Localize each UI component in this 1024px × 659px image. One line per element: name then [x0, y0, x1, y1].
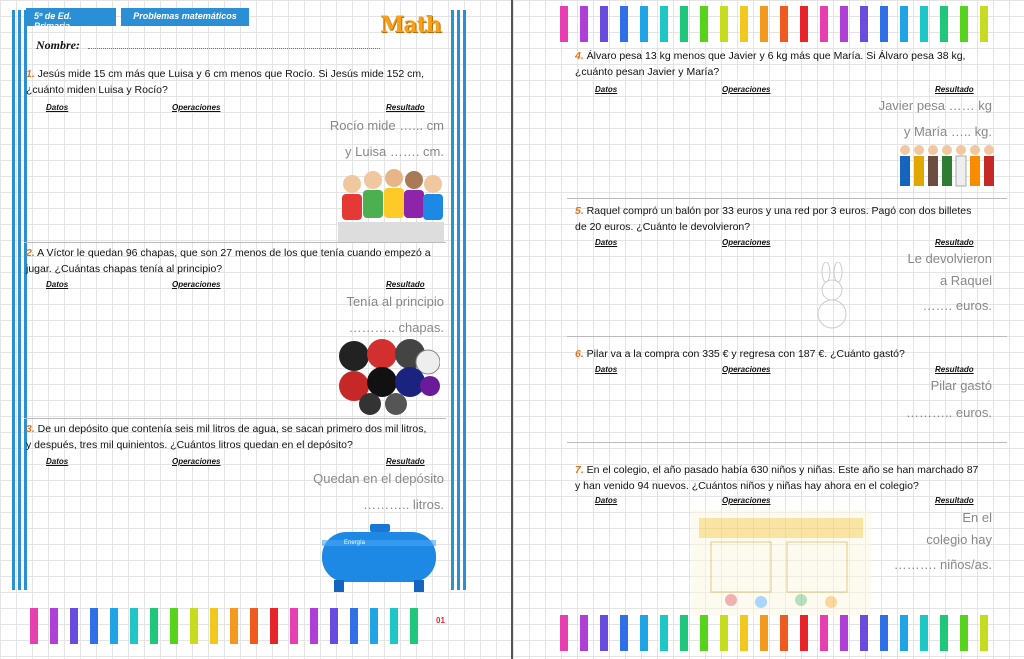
answer-4a: Javier pesa …… kg: [878, 98, 992, 113]
separator: [567, 442, 1007, 443]
col-datos: Datos: [46, 103, 69, 112]
col-resultado: Resultado: [935, 496, 974, 505]
rainbow-stripe: [800, 615, 808, 651]
rainbow-stripe: [70, 608, 78, 644]
rainbow-stripe: [880, 615, 888, 651]
rainbow-stripe: [700, 6, 708, 42]
rainbow-stripe: [560, 6, 568, 42]
col-datos: Datos: [46, 280, 69, 289]
worksheet-page-right: [513, 0, 1024, 659]
answer-2b: ……….. chapas.: [348, 320, 444, 335]
rainbow-stripe: [560, 615, 568, 651]
rabbit-ball-image: [808, 262, 858, 332]
rainbow-stripe: [960, 6, 968, 42]
rainbow-stripe: [920, 6, 928, 42]
rainbow-stripe: [130, 608, 138, 644]
answer-7a: En el: [962, 510, 992, 525]
rainbow-stripe: [210, 608, 218, 644]
name-field[interactable]: [88, 48, 380, 49]
col-datos: Datos: [595, 238, 618, 247]
col-operaciones: Operaciones: [722, 496, 771, 505]
rainbow-stripe: [620, 615, 628, 651]
separator: [567, 336, 1007, 337]
rainbow-stripe: [640, 615, 648, 651]
rainbow-stripe: [230, 608, 238, 644]
answer-5b: a Raquel: [939, 273, 992, 288]
rainbow-stripe: [780, 615, 788, 651]
rainbow-stripe: [680, 615, 688, 651]
separator: [24, 418, 446, 419]
col-resultado: Resultado: [386, 457, 425, 466]
rainbow-stripe: [740, 615, 748, 651]
rainbow-stripe: [880, 6, 888, 42]
rainbow-stripe: [370, 608, 378, 644]
col-operaciones: Operaciones: [722, 85, 771, 94]
col-operaciones: Operaciones: [722, 238, 771, 247]
rainbow-stripe: [820, 615, 828, 651]
col-resultado: Resultado: [386, 280, 425, 289]
rainbow-stripe: [680, 6, 688, 42]
rainbow-stripe: [580, 615, 588, 651]
col-resultado: Resultado: [935, 365, 974, 374]
rainbow-stripe: [390, 608, 398, 644]
rainbow-stripe: [740, 6, 748, 42]
rainbow-stripe: [840, 615, 848, 651]
rainbow-stripe: [900, 615, 908, 651]
rainbow-stripe: [720, 6, 728, 42]
rainbow-stripe: [290, 608, 298, 644]
problem-2-text: 2. A Víctor le quedan 96 chapas, que son 27 menos de los que tenía cuando empezó a jugar. ¿Cuántas chapas tenía al principio?: [26, 247, 431, 275]
col-datos: Datos: [595, 85, 618, 94]
col-datos: Datos: [46, 457, 69, 466]
rainbow-stripe: [760, 615, 768, 651]
problem-1-text: 1. Jesús mide 15 cm más que Luisa y 6 cm menos que Rocío. Si Jesús mide 152 cm, ¿cuánto miden Luisa y Rocío?: [26, 68, 425, 96]
problem-6-text: 6. Pilar va a la compra con 335 € y regresa con 187 €. ¿Cuánto gastó?: [575, 348, 905, 360]
rainbow-stripe: [940, 615, 948, 651]
right-margin-stripes: [451, 10, 466, 590]
answer-2a: Tenía al principio: [346, 294, 444, 309]
tank-label: Energía: [344, 540, 366, 546]
answer-4b: y María ….. kg.: [903, 124, 992, 139]
page-number: 01: [436, 616, 445, 625]
answer-7b: colegio hay: [926, 532, 992, 547]
subject-label: Problemas matemáticos: [121, 8, 249, 26]
answer-6a: Pilar gastó: [930, 378, 992, 393]
answer-1a: Rocío mide …... cm: [329, 118, 444, 133]
rainbow-stripe: [620, 6, 628, 42]
col-operaciones: Operaciones: [722, 365, 771, 374]
rainbow-stripe: [270, 608, 278, 644]
rainbow-stripe: [860, 6, 868, 42]
rainbow-stripe: [600, 6, 608, 42]
grade-label: 5º de Ed. Primaria: [26, 8, 116, 26]
rainbow-stripe: [110, 608, 118, 644]
rainbow-stripe: [150, 608, 158, 644]
problem-5-text: 5. Raquel compró un balón por 33 euros y una red por 3 euros. Pagó con dos billetes de 20 euros. ¿Cuánto le devolvieron?: [575, 205, 972, 233]
bottle-caps-image: [336, 338, 440, 416]
rainbow-stripe: [580, 6, 588, 42]
rainbow-stripes-bottom-right: [560, 615, 988, 651]
rainbow-stripe: [310, 608, 318, 644]
rainbow-stripe: [660, 615, 668, 651]
col-datos: Datos: [595, 496, 618, 505]
rainbow-stripe: [720, 615, 728, 651]
answer-5c: ……. euros.: [922, 298, 992, 313]
problem-4-text: 4. Álvaro pesa 13 kg menos que Javier y 6 kg más que María. Si Álvaro pesa 38 kg, ¿cuánto pesan Javier y María?: [575, 50, 966, 78]
problem-7-text: 7. En el colegio, el año pasado había 630 niños y niñas. Este año se han marchado 87 y han venido 94 nuevos. ¿Cuántos niños y niñas hay ahora en el colegio?: [575, 464, 979, 492]
rainbow-stripe: [30, 608, 38, 644]
answer-1b: y Luisa ……. cm.: [345, 144, 444, 159]
col-resultado: Resultado: [935, 85, 974, 94]
rainbow-stripe: [780, 6, 788, 42]
rainbow-stripe: [920, 615, 928, 651]
rainbow-stripe: [170, 608, 178, 644]
rainbow-stripe: [860, 615, 868, 651]
rainbow-stripe: [980, 6, 988, 42]
children-image: [338, 164, 444, 242]
rainbow-stripes-bottom-left: [30, 608, 418, 644]
name-label: Nombre:: [36, 38, 80, 52]
answer-6b: ……….. euros.: [906, 405, 992, 420]
col-resultado: Resultado: [386, 103, 425, 112]
water-tank-image: [316, 522, 442, 594]
rainbow-stripe: [90, 608, 98, 644]
answer-3b: ……….. litros.: [363, 497, 444, 512]
rainbow-stripe: [800, 6, 808, 42]
rainbow-stripe: [50, 608, 58, 644]
col-datos: Datos: [595, 365, 618, 374]
rainbow-stripe: [980, 615, 988, 651]
rainbow-stripe: [940, 6, 948, 42]
rainbow-stripe: [190, 608, 198, 644]
rainbow-stripe: [760, 6, 768, 42]
rainbow-stripe: [410, 608, 418, 644]
rainbow-stripe: [330, 608, 338, 644]
rainbow-stripe: [600, 615, 608, 651]
answer-3a: Quedan en el depósito: [313, 471, 444, 486]
rainbow-stripe: [640, 6, 648, 42]
answer-7c: ………. niños/as.: [893, 557, 992, 572]
answer-5a: Le devolvieron: [907, 251, 992, 266]
school-image: [691, 510, 871, 616]
rainbow-stripe: [350, 608, 358, 644]
rainbow-stripe: [660, 6, 668, 42]
col-operaciones: Operaciones: [172, 103, 221, 112]
rainbow-stripe: [250, 608, 258, 644]
separator: [24, 242, 446, 243]
rainbow-stripe: [900, 6, 908, 42]
math-logo: Math: [380, 12, 441, 38]
problem-3-text: 3. De un depósito que contenía seis mil litros de agua, se sacan primero dos mil litros, y después, tres mil quinientos. ¿Cuántos litros quedan en el depósito?: [26, 423, 427, 451]
rainbow-stripes-top: [560, 6, 988, 42]
separator: [567, 198, 1007, 199]
rainbow-stripe: [700, 615, 708, 651]
costumed-kids-image: [897, 140, 997, 200]
left-margin-stripes: [12, 10, 27, 590]
rainbow-stripe: [840, 6, 848, 42]
col-operaciones: Operaciones: [172, 280, 221, 289]
rainbow-stripe: [960, 615, 968, 651]
rainbow-stripe: [820, 6, 828, 42]
col-resultado: Resultado: [935, 238, 974, 247]
col-operaciones: Operaciones: [172, 457, 221, 466]
